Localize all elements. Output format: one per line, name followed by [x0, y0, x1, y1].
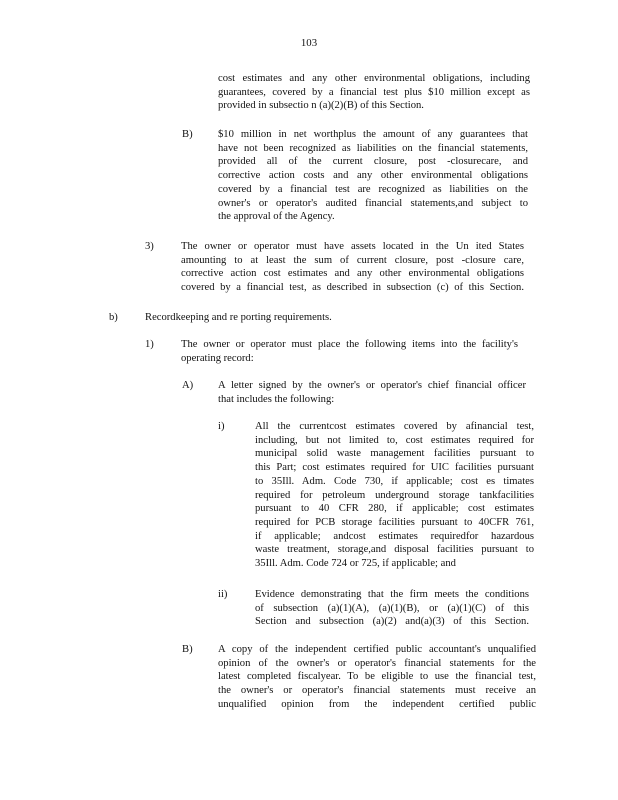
item-marker-A: A) [182, 380, 194, 391]
paragraph-b1B [218, 643, 536, 712]
text-line: $10 million in net worthplus the amount of any guarantees that [218, 129, 528, 140]
text-line: The owner or operator must have assets located in the Un ited States [181, 241, 524, 252]
item-marker-ii: ii) [218, 589, 228, 600]
text-line: operating record: [181, 352, 254, 364]
paragraph-b1Aii [255, 588, 529, 629]
paragraph-a2B [218, 128, 528, 224]
paragraph-a2A-continuation [218, 72, 530, 113]
text-line: Recordkeeping and re porting requirements. [145, 312, 332, 323]
text-line: including, but not limited to, cost estimates required for [255, 434, 534, 446]
text-line: municipal solid waste management facilities pursuant to [255, 448, 534, 460]
text-line: pursuant to 40 CFR 280, if applicable; cost estimates [255, 503, 534, 515]
text-line: required for PCB storage facilities pursuant to 40CFR 761, [255, 516, 534, 528]
text-line: provided all of the current closure, post -closurecare, and [218, 156, 528, 168]
text-line: A letter signed by the owner's or operator's chief financial officer [218, 380, 526, 391]
text-line: if applicable; andcost estimates requiredfor hazardous [255, 530, 534, 542]
paragraph-b1A [218, 379, 526, 406]
text-line: guarantees, covered by a financial test plus $10 million except as [218, 86, 530, 98]
text-line: opinion of the owner's or operator's financial statements for the [218, 657, 536, 669]
text-line: cost estimates and any other environmental obligations, including [218, 73, 530, 84]
item-marker-B2: B) [182, 644, 193, 655]
text-line: latest completed fiscalyear. To be eligible to use the financial test, [218, 671, 536, 683]
text-line: that includes the following: [218, 393, 335, 405]
text-line: covered by a financial test are recognized as liabilities on the [218, 183, 528, 195]
text-line: amounting to at least the sum of current closure, post -closure care, [181, 254, 524, 266]
text-line: Evidence demonstrating that the firm meets the conditions [255, 589, 529, 600]
text-line: the owner's or operator's financial statements must receive an [218, 685, 536, 697]
text-line: this Part; cost estimates required for UIC facilities pursuant [255, 462, 534, 474]
text-line: Section and subsection (a)(2) and(a)(3) of this Section. [255, 616, 529, 628]
paragraph-b1 [181, 338, 518, 365]
paragraph-b1Ai [255, 420, 534, 571]
item-marker-3: 3) [145, 241, 154, 252]
text-line: 35Ill. Adm. Code 724 or 725, if applicable; and [255, 558, 456, 570]
text-line: corrective action costs and any other environmental obligations [218, 170, 528, 182]
text-line: A copy of the independent certified public accountant's unqualified [218, 644, 536, 655]
item-marker-B: B) [182, 129, 193, 140]
page-number: 103 [300, 37, 318, 49]
heading-recordkeeping [145, 311, 355, 325]
item-marker-1: 1) [145, 339, 154, 350]
paragraph-a3 [181, 240, 524, 295]
text-line: waste treatment, storage,and disposal facilities pursuant to [255, 544, 534, 556]
text-line: owner's or operator's audited financial statements,and subject to [218, 197, 528, 209]
text-line: corrective action cost estimates and any other environmental obligations [181, 268, 524, 280]
text-line: covered by a financial test, as described in subsection (c) of this Section. [181, 282, 524, 294]
text-line: required for petroleum underground storage tankfacilities [255, 489, 534, 501]
text-line: the approval of the Agency. [218, 211, 335, 223]
text-line: provided in subsectio n (a)(2)(B) of this Section. [218, 100, 424, 112]
text-line: have not been recognized as liabilities on the financial statements, [218, 142, 528, 154]
text-line: All the currentcost estimates covered by afinancial test, [255, 421, 534, 432]
item-marker-b: b) [109, 312, 118, 323]
text-line: to 35Ill. Adm. Code 730, if applicable; cost es timates [255, 475, 534, 487]
text-line: unqualified opinion from the independent certified public [218, 698, 536, 710]
item-marker-i: i) [218, 421, 225, 432]
text-line: The owner or operator must place the following items into the facility's [181, 339, 518, 350]
text-line: of subsection (a)(1)(A), (a)(1)(B), or (a)(1)(C) of this [255, 602, 529, 614]
